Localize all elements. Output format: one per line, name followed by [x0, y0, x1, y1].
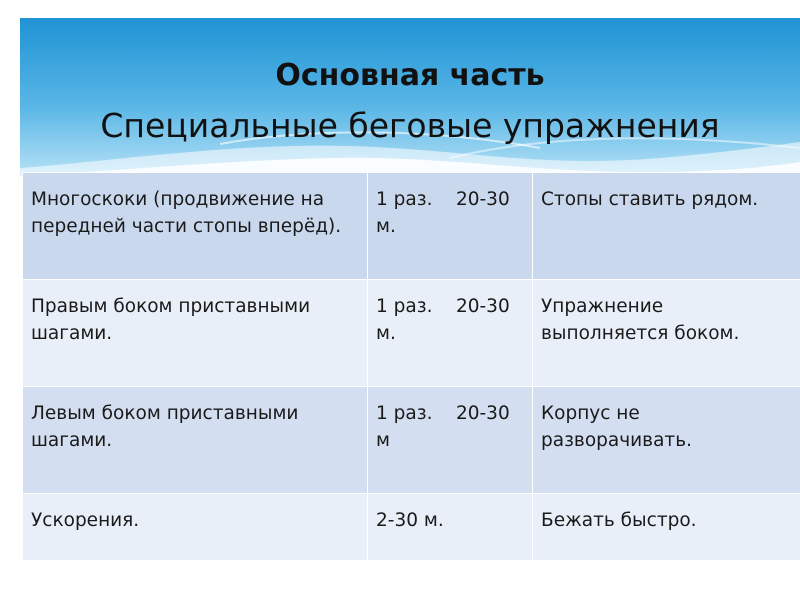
slide-header: [20, 18, 800, 178]
header-wave-background: [20, 18, 800, 178]
table-row: [23, 386, 800, 493]
table-cell-dosage: 1 раз. 20-30 м: [368, 386, 533, 493]
table-cell-exercise: Левым боком приставными шагами.: [23, 386, 368, 493]
table-row: [23, 493, 800, 560]
table-cell-dosage: 1 раз. 20-30 м.: [368, 279, 533, 386]
slide-subtitle: Специальные беговые упражнения: [100, 106, 720, 145]
table-cell-exercise: Ускорения.: [23, 493, 368, 560]
table-cell-dosage: 2-30 м.: [368, 493, 533, 560]
table-row: [23, 173, 800, 280]
table-cell-exercise: Правым боком приставными шагами.: [23, 279, 368, 386]
table-cell-notes: Бежать быстро.: [533, 493, 800, 560]
table-cell-notes: Корпус не разворачивать.: [533, 386, 800, 493]
slide-title: Основная часть: [275, 58, 545, 93]
exercise-table: [22, 172, 800, 560]
table-cell-notes: Стопы ставить рядом.: [533, 173, 800, 280]
table-cell-exercise: Многоскоки (продвижение на передней части стопы вперёд).: [23, 173, 368, 280]
table-cell-dosage: 1 раз. 20-30 м.: [368, 173, 533, 280]
table-row: [23, 279, 800, 386]
table-cell-notes: Упражнение выполняется боком.: [533, 279, 800, 386]
